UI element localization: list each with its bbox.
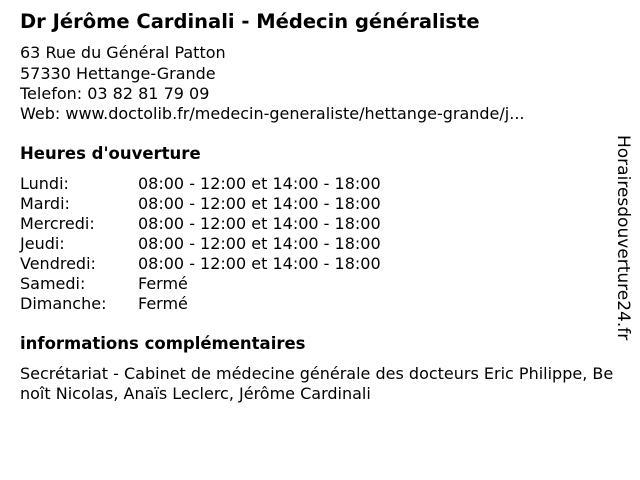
day-label: Mercredi: [20, 214, 95, 233]
hours-row-monday [20, 174, 440, 194]
day-label: Dimanche: [20, 294, 107, 313]
phone-line: Telefon: 03 82 81 79 09 [20, 84, 210, 103]
hours-row-saturday [20, 274, 440, 294]
hours-value: 08:00 - 12:00 et 14:00 - 18:00 [138, 234, 381, 253]
hours-value: Fermé [138, 274, 188, 293]
hours-heading: Heures d'ouverture [20, 144, 201, 163]
hours-value: Fermé [138, 294, 188, 313]
hours-row-tuesday [20, 194, 440, 214]
extra-info-heading: informations complémentaires [20, 334, 306, 353]
hours-row-friday [20, 254, 440, 274]
hours-value: 08:00 - 12:00 et 14:00 - 18:00 [138, 174, 381, 193]
extra-info-text: Secrétariat - Cabinet de médecine générale des docteurs Eric Philippe, Benoît Nicolas, Anaïs Leclerc, Jérôme Cardinali [20, 364, 614, 403]
hours-row-thursday [20, 234, 440, 254]
city-address: 57330 Hettange-Grande [20, 64, 216, 83]
day-label: Mardi: [20, 194, 70, 213]
page-title: Dr Jérôme Cardinali - Médecin généraliste [20, 10, 480, 33]
street-address: 63 Rue du Général Patton [20, 43, 226, 62]
hours-value: 08:00 - 12:00 et 14:00 - 18:00 [138, 194, 381, 213]
hours-row-wednesday [20, 214, 440, 234]
hours-row-sunday [20, 294, 440, 314]
hours-value: 08:00 - 12:00 et 14:00 - 18:00 [138, 214, 381, 233]
day-label: Lundi: [20, 174, 69, 193]
hours-value: 08:00 - 12:00 et 14:00 - 18:00 [138, 254, 381, 273]
site-watermark: Horairesdouverture24.fr [613, 135, 633, 341]
web-line: Web: www.doctolib.fr/medecin-generaliste/hettange-grande/j... [20, 104, 525, 123]
day-label: Vendredi: [20, 254, 96, 273]
day-label: Samedi: [20, 274, 86, 293]
day-label: Jeudi: [20, 234, 65, 253]
